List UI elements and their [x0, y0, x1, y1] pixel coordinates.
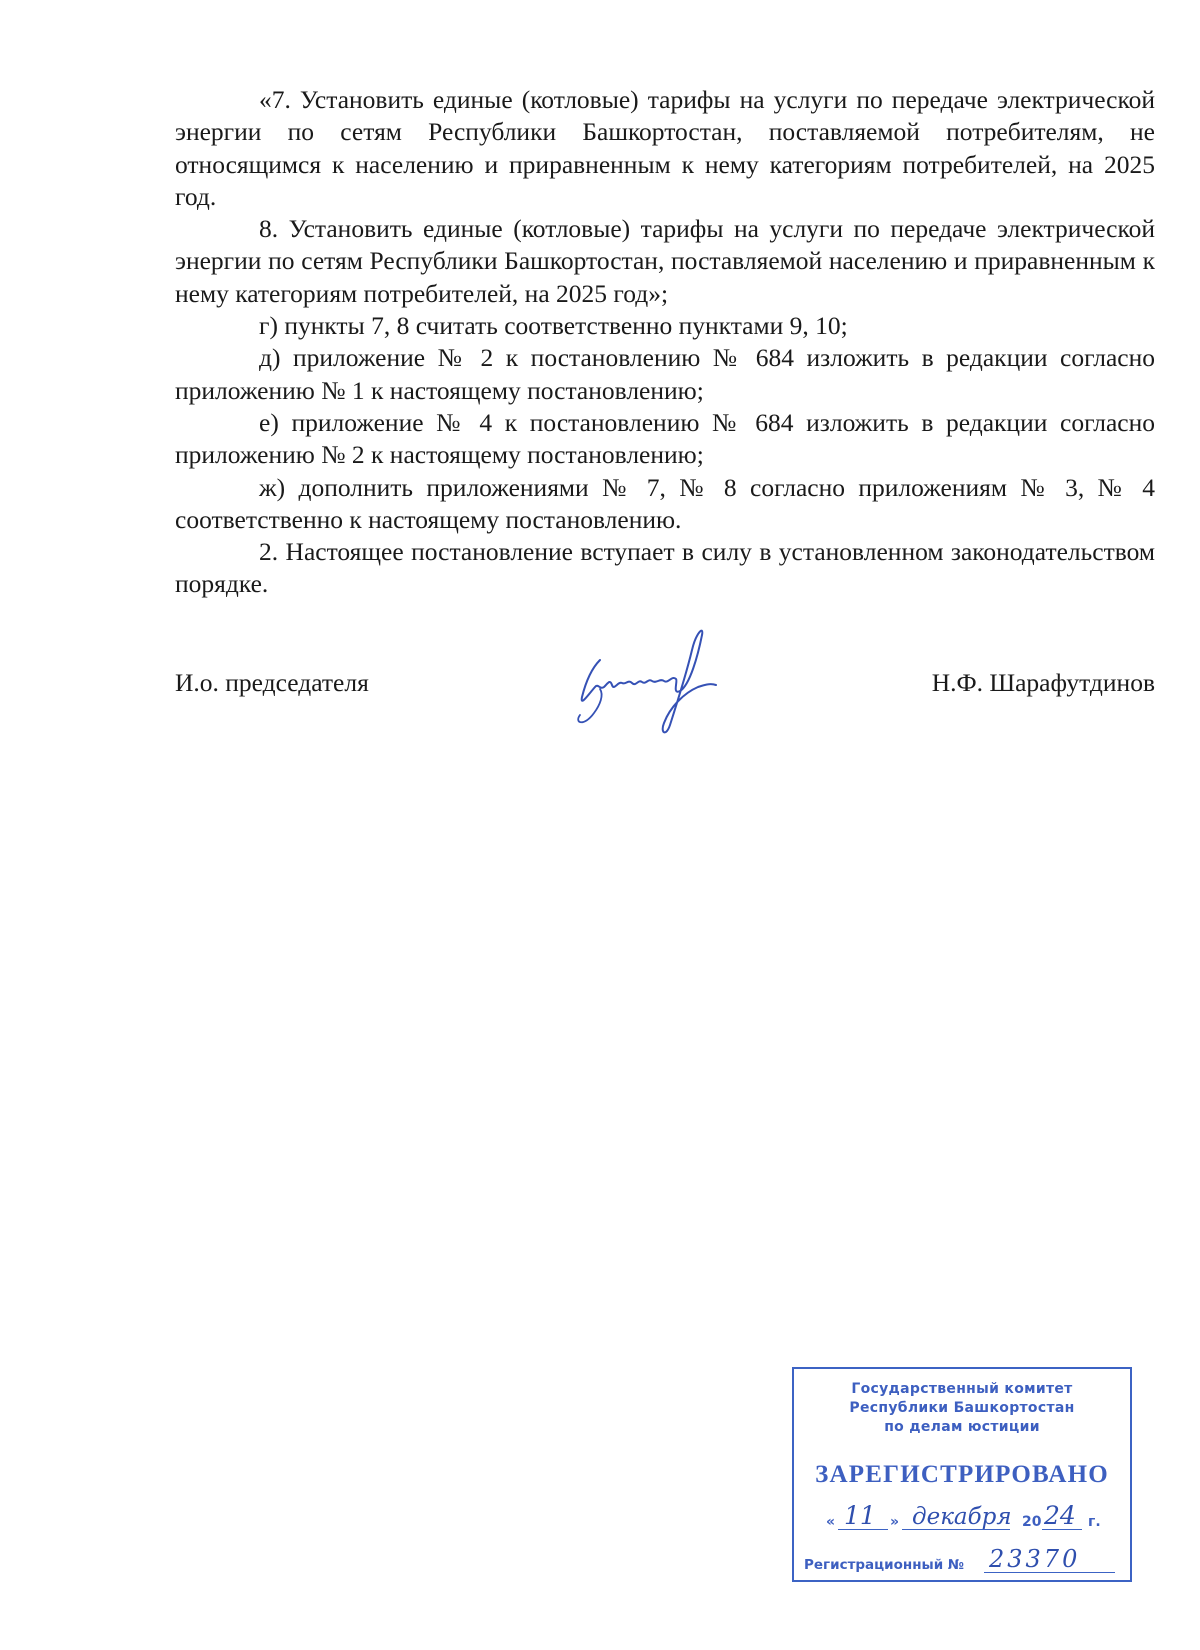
paragraph-g: г) пункты 7, 8 считать соответственно пунктами 9, 10;: [259, 311, 848, 341]
stamp-date: [826, 1502, 1112, 1536]
stamp-organization: [794, 1380, 1130, 1437]
stamp-org-line: Государственный комитет: [851, 1381, 1073, 1397]
stamp-reg-number: [804, 1547, 1120, 1577]
registration-stamp: [792, 1367, 1132, 1582]
stamp-day: 11: [844, 1501, 876, 1530]
signer-position: И.о. председателя: [175, 668, 369, 697]
paragraph-2: 2. Настоящее постановление вступает в силу в установленном законодательством порядке.: [175, 537, 1155, 599]
stamp-quote-open: «: [826, 1514, 836, 1530]
stamp-month: декабря: [912, 1504, 1012, 1530]
paragraph-zh: ж) дополнить приложениями № 7, № 8 согласно приложениям № 3, № 4 соответственно к настоящему постановлению.: [175, 472, 1155, 534]
paragraph-item-8: 8. Установить единые (котловые) тарифы на услуги по передаче электрической энергии по сетям Республики Башкортостан, поставляемой населению и приравненным к нему категориям потребителей, на 2025 год»;: [175, 214, 1155, 308]
signer-name: Н.Ф. Шарафутдинов: [931, 668, 1155, 697]
paragraph-d: д) приложение № 2 к постановлению № 684 изложить в редакции согласно приложению № 1 к настоящему постановлению;: [175, 343, 1155, 405]
stamp-org-line: по делам юстиции: [884, 1419, 1040, 1435]
stamp-year-unit: г.: [1088, 1514, 1101, 1530]
paragraph-e: е) приложение № 4 к постановлению № 684 изложить в редакции согласно приложению № 2 к настоящему постановлению;: [175, 407, 1155, 470]
stamp-org-line: Республики Башкортостан: [849, 1400, 1075, 1416]
handwritten-signature: [560, 615, 730, 745]
stamp-year-prefix: 20: [1022, 1514, 1042, 1530]
stamp-status: ЗАРЕГИСТРИРОВАНО: [815, 1461, 1109, 1488]
document-body: [175, 84, 1155, 601]
stamp-year: 24: [1044, 1501, 1076, 1530]
paragraph-item-7: «7. Установить единые (котловые) тарифы на услуги по передаче электрической энергии по сетям Республики Башкортостан, поставляемой потребителям, не относящимся к населению и приравненным к нему категориям потребителей, на 2025 год.: [175, 85, 1155, 211]
stamp-reg-value: 23370: [989, 1545, 1081, 1573]
stamp-reg-label: Регистрационный №: [804, 1557, 965, 1573]
stamp-quote-close: »: [890, 1514, 900, 1530]
